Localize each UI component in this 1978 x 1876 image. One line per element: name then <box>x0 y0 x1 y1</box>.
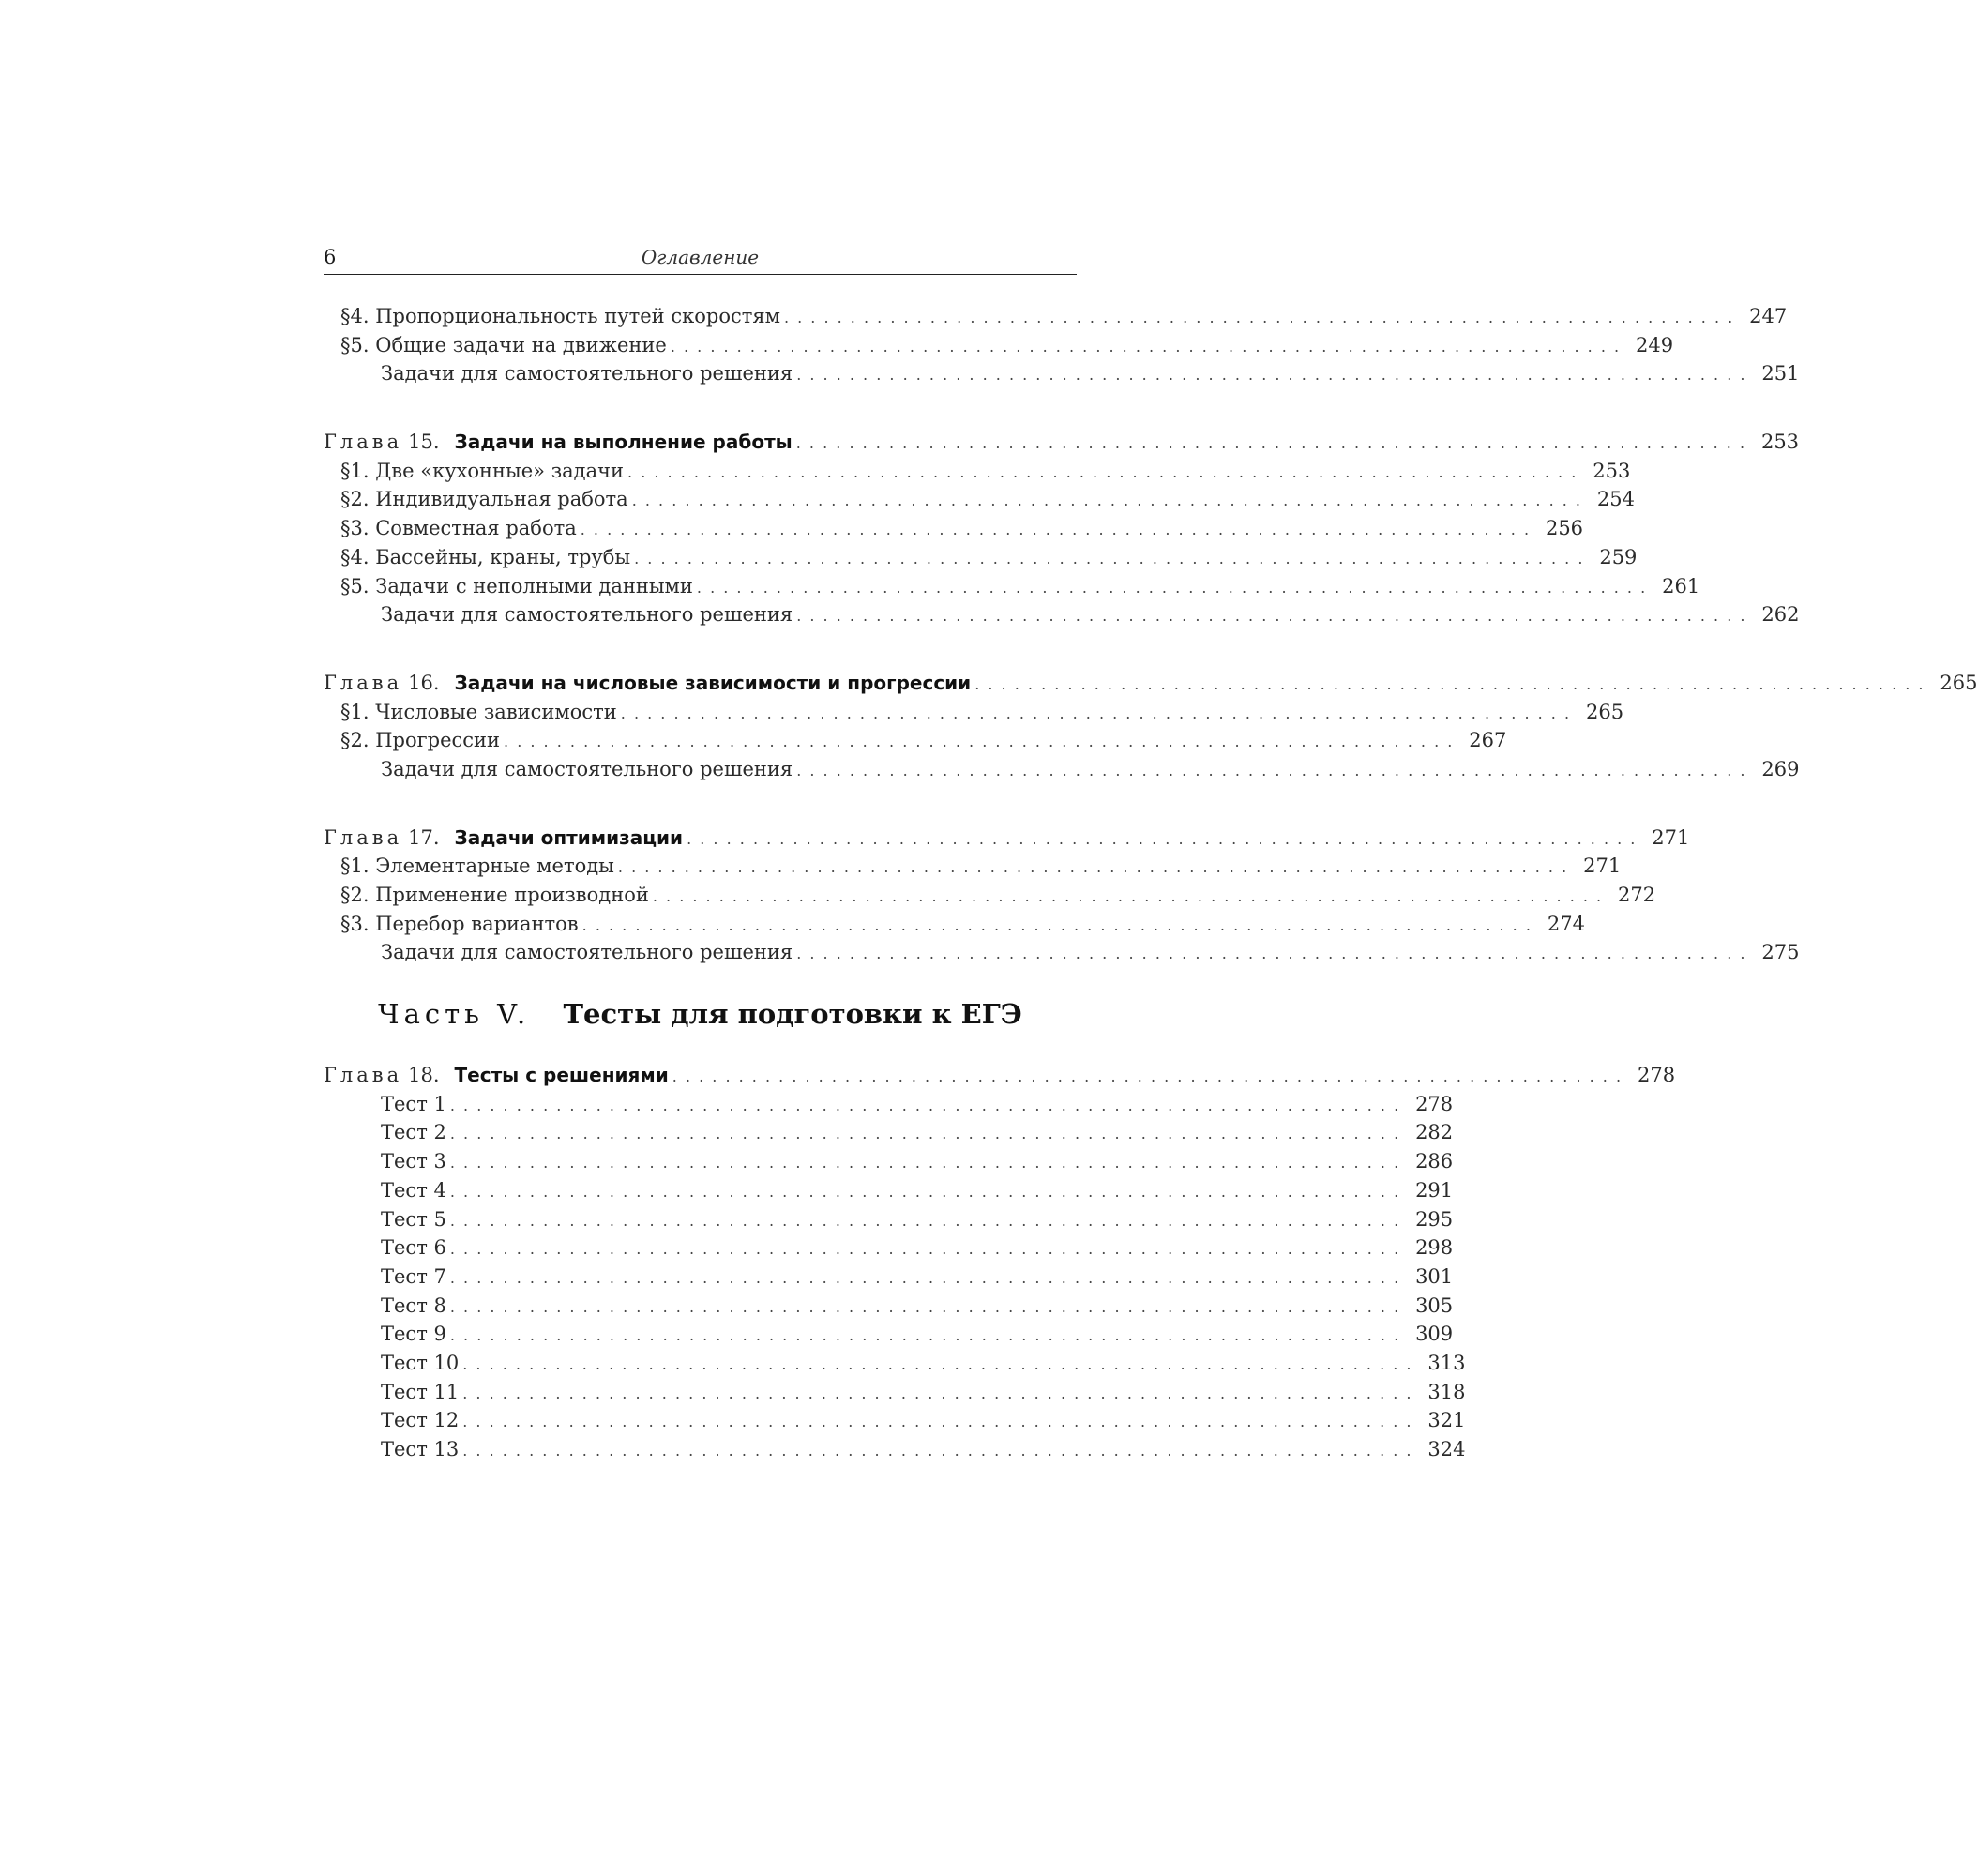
toc-test-row[interactable] <box>324 1406 1466 1435</box>
section-number: 5. <box>350 333 370 356</box>
dot-leader <box>796 940 1746 969</box>
section-sign: § <box>340 700 351 723</box>
self-study-title: Задачи для самостоятельного решения <box>381 941 793 964</box>
test-title: Тест 4 <box>381 1178 446 1202</box>
dot-leader <box>450 1264 1400 1294</box>
test-title: Тест 2 <box>381 1121 446 1144</box>
section-sign: § <box>340 459 351 482</box>
dot-leader <box>450 1322 1400 1351</box>
dot-leader <box>632 487 1582 516</box>
dot-leader <box>634 545 1584 574</box>
page-ref: 275 <box>1761 941 1800 964</box>
toc-section-row[interactable] <box>324 698 1624 727</box>
chapter-label: Глава <box>324 825 403 849</box>
section-number: 1. <box>350 459 370 482</box>
page-ref: 295 <box>1415 1207 1454 1231</box>
section-number: 3. <box>350 912 370 935</box>
section-title: Две «кухонные» задачи <box>375 459 625 482</box>
toc-section-row[interactable] <box>324 910 1585 939</box>
toc-test-row[interactable] <box>324 1205 1454 1234</box>
part-title: Тесты для подготовки к ЕГЭ <box>563 998 1022 1031</box>
dot-leader <box>462 1380 1412 1409</box>
spacer <box>324 629 1077 669</box>
spacer <box>324 388 1077 428</box>
page-ref: 298 <box>1415 1236 1454 1260</box>
dot-leader <box>697 574 1647 603</box>
self-study-title: Задачи для самостоятельного решения <box>381 757 793 780</box>
section-number: 2. <box>350 729 370 752</box>
dot-leader <box>621 700 1571 729</box>
dot-leader <box>450 1120 1400 1149</box>
dot-leader <box>450 1294 1400 1323</box>
self-study-title: Задачи для самостоятельного решения <box>381 362 793 386</box>
section-sign: § <box>340 855 351 878</box>
test-title: Тест 11 <box>381 1380 460 1403</box>
dot-leader <box>653 883 1603 912</box>
toc-test-row[interactable] <box>324 1090 1454 1119</box>
section-number: 2. <box>350 488 370 511</box>
page-ref: 265 <box>1585 700 1624 723</box>
chapter-title: Задачи на числовые зависимости и прогрессии <box>454 671 972 694</box>
toc-section-row[interactable] <box>324 543 1638 572</box>
dot-leader <box>687 825 1637 855</box>
page-ref: 247 <box>1749 305 1788 327</box>
dot-leader <box>796 757 1746 786</box>
dot-leader <box>450 1235 1400 1264</box>
page-number: 6 <box>324 246 337 268</box>
dot-leader <box>450 1207 1400 1236</box>
section-sign: § <box>340 912 351 935</box>
page-ref: 256 <box>1545 517 1584 540</box>
page-ref: 254 <box>1596 488 1635 511</box>
page-header <box>324 246 1077 275</box>
toc-section-row[interactable] <box>324 485 1635 514</box>
chapter-number: 18. <box>408 1064 440 1087</box>
section-sign: § <box>340 545 351 568</box>
page-ref: 278 <box>1637 1064 1676 1087</box>
spacer <box>324 784 1077 824</box>
test-title: Тест 5 <box>381 1207 446 1231</box>
page-ref: 301 <box>1415 1264 1454 1288</box>
page-ref: 253 <box>1760 431 1800 454</box>
toc-section-row[interactable] <box>324 331 1674 360</box>
section-title: Числовые зависимости <box>375 700 617 723</box>
toc-self-study-row[interactable] <box>324 755 1800 784</box>
page-ref: 321 <box>1427 1409 1466 1432</box>
test-title: Тест 8 <box>381 1294 446 1317</box>
page-ref: 249 <box>1636 333 1674 356</box>
self-study-title: Задачи для самостоятельного решения <box>381 603 793 627</box>
section-sign: § <box>340 517 351 540</box>
toc-section-row[interactable] <box>324 514 1584 543</box>
test-title: Тест 3 <box>381 1150 446 1173</box>
dot-leader <box>796 361 1746 390</box>
test-title: Тест 1 <box>381 1092 446 1115</box>
section-title: Применение производной <box>375 884 649 906</box>
section-number: 1. <box>350 700 370 723</box>
toc-section-row[interactable] <box>324 457 1631 486</box>
toc-test-row[interactable] <box>324 1147 1454 1176</box>
section-number: 5. <box>350 574 370 598</box>
chapter-title: Задачи оптимизации <box>454 825 684 849</box>
toc-test-row[interactable] <box>324 1233 1454 1263</box>
page-ref: 313 <box>1427 1351 1466 1374</box>
page-ref: 259 <box>1599 545 1638 568</box>
dot-leader <box>581 516 1531 545</box>
dot-leader <box>796 602 1746 631</box>
page-ref: 251 <box>1761 362 1800 386</box>
test-title: Тест 6 <box>381 1236 446 1260</box>
toc-section-row[interactable] <box>324 726 1507 755</box>
section-title: Общие задачи на движение <box>375 333 667 356</box>
section-number: 4. <box>350 545 370 568</box>
chapter-label: Глава <box>324 1064 403 1087</box>
section-number: 1. <box>350 855 370 878</box>
section-sign: § <box>340 574 351 598</box>
section-sign: § <box>340 488 351 511</box>
toc-test-row[interactable] <box>324 1435 1466 1464</box>
toc-self-study-row[interactable] <box>324 600 1800 629</box>
toc-test-row[interactable] <box>324 1349 1466 1378</box>
toc-test-row[interactable] <box>324 1118 1454 1147</box>
page-ref: 286 <box>1415 1150 1454 1173</box>
test-title: Тест 9 <box>381 1323 446 1346</box>
dot-leader <box>450 1092 1400 1121</box>
running-title: Оглавление <box>641 246 760 268</box>
dot-leader <box>627 459 1578 488</box>
dot-leader <box>672 1063 1623 1092</box>
dot-leader <box>450 1178 1400 1207</box>
toc-self-study-row[interactable] <box>324 938 1800 967</box>
section-title: Совместная работа <box>375 517 577 540</box>
chapter-number: 15. <box>408 431 440 454</box>
page-ref: 274 <box>1547 912 1585 935</box>
page-ref: 291 <box>1415 1178 1454 1202</box>
section-number: 4. <box>350 305 370 327</box>
chapter-label: Глава <box>324 431 403 454</box>
dot-leader <box>504 728 1454 757</box>
toc-test-row[interactable] <box>324 1292 1454 1321</box>
page-ref: 318 <box>1427 1380 1466 1403</box>
page-ref: 261 <box>1662 574 1700 598</box>
page-ref: 305 <box>1415 1294 1454 1317</box>
test-title: Тест 12 <box>381 1409 460 1432</box>
section-title: Перебор вариантов <box>375 912 579 935</box>
part-heading[interactable] <box>324 967 1077 1061</box>
section-number: 3. <box>350 517 370 540</box>
chapter-title: Задачи на выполнение работы <box>454 431 793 454</box>
toc-test-row[interactable] <box>324 1378 1466 1407</box>
dot-leader <box>462 1408 1412 1437</box>
test-title: Тест 10 <box>381 1351 460 1374</box>
dot-leader <box>462 1351 1412 1380</box>
page-ref: 272 <box>1618 884 1656 906</box>
section-number: 2. <box>350 884 370 906</box>
section-sign: § <box>340 305 351 327</box>
page-ref: 282 <box>1415 1121 1454 1144</box>
dot-leader <box>462 1437 1412 1466</box>
page-ref: 271 <box>1652 825 1690 849</box>
section-title: Бассейны, краны, трубы <box>375 545 631 568</box>
table-of-contents <box>324 302 1978 1464</box>
page-ref: 309 <box>1415 1323 1454 1346</box>
chapter-number: 17. <box>408 825 440 849</box>
dot-leader <box>450 1149 1400 1178</box>
dot-leader <box>784 304 1734 333</box>
section-title: Задачи с неполными данными <box>375 574 693 598</box>
section-sign: § <box>340 729 351 752</box>
section-title: Пропорциональность путей скоростям <box>375 305 780 327</box>
section-title: Индивидуальная работа <box>375 488 628 511</box>
toc-section-row[interactable] <box>324 572 1700 601</box>
section-title: Элементарные методы <box>375 855 614 878</box>
page-ref: 253 <box>1593 459 1631 482</box>
toc-section-row[interactable] <box>324 302 1788 331</box>
page-ref: 269 <box>1761 757 1800 780</box>
toc-section-row[interactable] <box>324 881 1656 910</box>
chapter-label: Глава <box>324 671 403 694</box>
chapter-number: 16. <box>408 671 440 694</box>
test-title: Тест 7 <box>381 1264 446 1288</box>
test-title: Тест 13 <box>381 1438 460 1460</box>
page-ref: 271 <box>1583 855 1622 878</box>
page-ref: 262 <box>1761 603 1800 627</box>
section-sign: § <box>340 333 351 356</box>
toc-section-row[interactable] <box>324 852 1622 881</box>
toc-chapter-row[interactable] <box>324 1061 1676 1090</box>
toc-test-row[interactable] <box>324 1263 1454 1292</box>
page-ref: 267 <box>1469 729 1507 752</box>
dot-leader <box>671 333 1621 362</box>
part-label: Часть V. <box>378 998 531 1031</box>
dot-leader <box>796 430 1746 459</box>
section-title: Прогрессии <box>375 729 501 752</box>
toc-test-row[interactable] <box>324 1176 1454 1205</box>
page-ref: 278 <box>1415 1092 1454 1115</box>
dot-leader <box>974 671 1925 700</box>
chapter-title: Тесты с решениями <box>454 1064 669 1087</box>
section-sign: § <box>340 884 351 906</box>
toc-chapter-row[interactable] <box>324 824 1690 853</box>
toc-self-study-row[interactable] <box>324 359 1800 388</box>
page-ref: 324 <box>1427 1438 1466 1460</box>
toc-chapter-row[interactable] <box>324 428 1800 457</box>
dot-leader <box>618 854 1568 883</box>
page-ref: 265 <box>1940 671 1978 694</box>
dot-leader <box>582 912 1533 941</box>
toc-test-row[interactable] <box>324 1320 1454 1349</box>
toc-chapter-row[interactable] <box>324 669 1978 698</box>
